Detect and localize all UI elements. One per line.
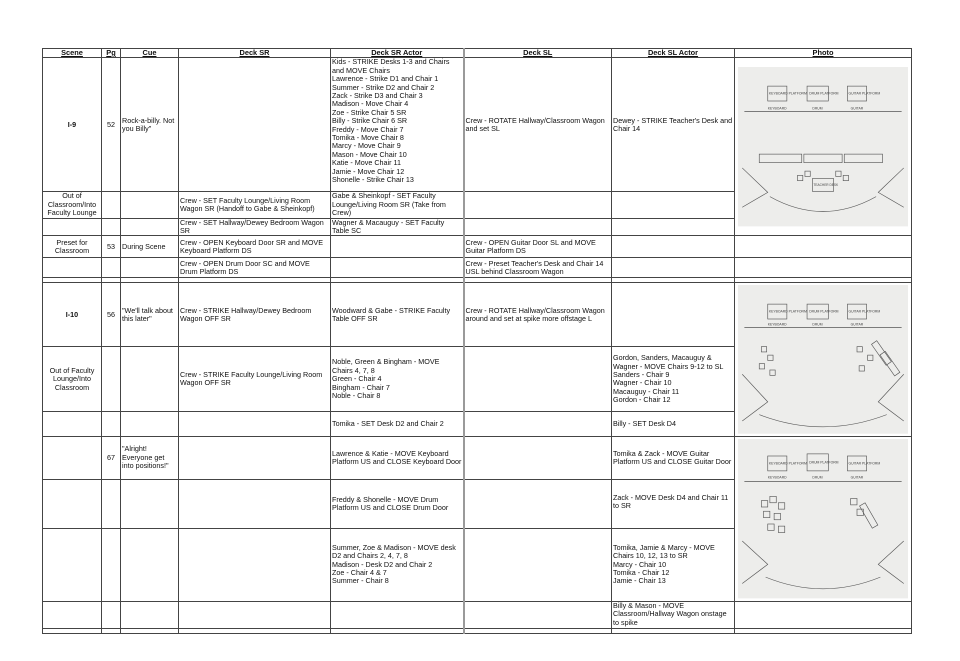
deck-sl-cell: Crew - ROTATE Hallway/Classroom Wagon around and set at spike more offstage L	[464, 283, 612, 347]
table-row	[43, 437, 912, 480]
header-deck-sr: Deck SR	[179, 49, 331, 58]
cue-cell	[121, 528, 179, 601]
sketch-label: TEACHER DESK	[813, 183, 839, 188]
sketch-label: GUITAR PLATFORM	[848, 461, 881, 466]
page-cell	[102, 479, 121, 528]
cue-cell	[121, 258, 179, 278]
table-row	[43, 236, 912, 258]
sketch-label: GUITAR	[850, 322, 864, 327]
deck-sl-cell	[464, 218, 612, 236]
spacer-row	[43, 628, 912, 633]
photo-cell	[735, 258, 912, 278]
photo-cell	[735, 283, 912, 437]
deck-sr-cell: Crew - OPEN Drum Door SC and MOVE Drum Platform DS	[179, 258, 331, 278]
scene-cell: Out of Classroom/Into Faculty Lounge	[43, 192, 102, 218]
deck-sr-actor-cell: Tomika - SET Desk D2 and Chair 2	[331, 412, 464, 437]
scene-cell	[43, 528, 102, 601]
sketch-label: DRUM PLATFORM	[809, 310, 839, 315]
sketch-label: KEYBOARD	[767, 475, 787, 480]
deck-sr-cell	[179, 479, 331, 528]
deck-sl-cell: Crew - OPEN Guitar Door SL and MOVE Guitar Platform DS	[464, 236, 612, 258]
deck-sl-cell	[464, 437, 612, 480]
deck-sr-cell	[179, 528, 331, 601]
deck-sl-actor-cell	[612, 192, 735, 218]
cue-cell: During Scene	[121, 236, 179, 258]
scene-cell	[43, 437, 102, 480]
header-deck-sr-actor: Deck SR Actor	[331, 49, 464, 58]
deck-sl-cell	[464, 479, 612, 528]
deck-sl-cell	[464, 601, 612, 628]
deck-sl-actor-cell	[612, 218, 735, 236]
header-cue: Cue	[121, 49, 179, 58]
deck-sl-cell	[464, 347, 612, 412]
page-cell	[102, 601, 121, 628]
deck-sr-cell: Crew - OPEN Keyboard Door SR and MOVE Keyboard Platform DS	[179, 236, 331, 258]
deck-sr-cell: Crew - SET Faculty Lounge/Living Room Wagon SR (Handoff to Gabe & Sheinkopf)	[179, 192, 331, 218]
deck-sl-actor-cell	[612, 236, 735, 258]
sketch-label: GUITAR PLATFORM	[848, 310, 881, 315]
deck-sl-actor-cell: Tomika, Jamie & Marcy - MOVE Chairs 10, 12, 13 to SR Marcy - Chair 10 Tomika - Chair 12 Jamie - Chair 13	[612, 528, 735, 601]
cue-cell	[121, 601, 179, 628]
sketch-label: KEYBOARD PLATFORM	[768, 91, 807, 96]
deck-sr-actor-cell: Gabe & Sheinkopf - SET Faculty Lounge/Living Room SR (Take from Crew)	[331, 192, 464, 218]
sketch-label: KEYBOARD	[767, 106, 787, 111]
page-cell	[102, 218, 121, 236]
deck-sl-actor-cell: Dewey - STRIKE Teacher's Desk and Chair 14	[612, 58, 735, 192]
deck-sr-actor-cell: Freddy & Shonelle - MOVE Drum Platform US and CLOSE Drum Door	[331, 479, 464, 528]
sketch-label: DRUM	[812, 106, 823, 111]
sketch-label: GUITAR PLATFORM	[848, 91, 881, 96]
sketch-label: DRUM PLATFORM	[809, 460, 839, 465]
scene-cell	[43, 412, 102, 437]
cue-cell	[121, 218, 179, 236]
header-scene: Scene	[43, 49, 102, 58]
stage-sketch-photo	[738, 285, 908, 434]
table-row	[43, 58, 912, 192]
scene-cell	[43, 218, 102, 236]
deck-sl-cell: Crew - Preset Teacher's Desk and Chair 14 USL behind Classroom Wagon	[464, 258, 612, 278]
deck-sr-cell: Crew - SET Hallway/Dewey Bedroom Wagon SR	[179, 218, 331, 236]
deck-sl-cell	[464, 528, 612, 601]
deck-sl-actor-cell: Zack - MOVE Desk D4 and Chair 11 to SR	[612, 479, 735, 528]
sketch-label: GUITAR	[850, 475, 864, 480]
page-cell: 52	[102, 58, 121, 192]
cue-cell	[121, 479, 179, 528]
deck-sl-actor-cell: Billy - SET Desk D4	[612, 412, 735, 437]
photo-paper	[738, 285, 908, 434]
deck-sr-cell: Crew - STRIKE Faculty Lounge/Living Room Wagon OFF SR	[179, 347, 331, 412]
deck-sl-cell	[464, 412, 612, 437]
scene-cell	[43, 601, 102, 628]
page-cell: 53	[102, 236, 121, 258]
header-deck-sl-actor: Deck SL Actor	[612, 49, 735, 58]
page-cell	[102, 258, 121, 278]
page-cell	[102, 192, 121, 218]
stage-sketch-photo	[738, 439, 908, 598]
deck-sr-actor-cell: Lawrence & Katie - MOVE Keyboard Platform US and CLOSE Keyboard Door	[331, 437, 464, 480]
deck-sr-actor-cell: Kids - STRIKE Desks 1-3 and Chairs and MOVE Chairs Lawrence - Strike D1 and Chair 1 Summer - Strike D2 and Chair 2 Zack - Strike D3 and Chair 3 Madison - Move Chair 4 Zoe - Strike Chair 5 SR Billy - Strike Chair 6 SR Freddy - Move Chair 7 Tomika - Move Chair 8 Marcy - Move Chair 9 Mason - Move Chair 10 Katie - Move Chair 11 Jamie - Move Chair 12 Shonelle - Strike Chair 13	[331, 58, 464, 192]
cue-cell: "We'll talk about this later"	[121, 283, 179, 347]
sketch-label: DRUM	[812, 322, 823, 327]
deck-sr-cell	[179, 412, 331, 437]
scene-cell	[43, 479, 102, 528]
cue-sheet	[42, 48, 911, 634]
deck-sr-actor-cell: Noble, Green & Bingham - MOVE Chairs 4, 7, 8 Green - Chair 4 Bingham - Chair 7 Noble - Chair 8	[331, 347, 464, 412]
scene-cell: I-9	[43, 58, 102, 192]
deck-sl-cell: Crew - ROTATE Hallway/Classroom Wagon and set SL	[464, 58, 612, 192]
scene-cell: I-10	[43, 283, 102, 347]
sketch-label: KEYBOARD PLATFORM	[768, 461, 807, 466]
deck-sr-actor-cell: Summer, Zoe & Madison - MOVE desk D2 and Chairs 2, 4, 7, 8 Madison - Desk D2 and Chair 2 Zoe - Chair 4 & 7 Summer - Chair 8	[331, 528, 464, 601]
deck-sl-actor-cell	[612, 258, 735, 278]
page-cell: 67	[102, 437, 121, 480]
scene-cell: Out of Faculty Lounge/Into Classroom	[43, 347, 102, 412]
cue-cell	[121, 347, 179, 412]
cue-cell: "Alright! Everyone get into positions!"	[121, 437, 179, 480]
header-row	[43, 49, 912, 58]
page-cell	[102, 347, 121, 412]
deck-sr-actor-cell	[331, 236, 464, 258]
scene-cell: Preset for Classroom	[43, 236, 102, 258]
cue-cell: Rock-a-billy. Not you Billy"	[121, 58, 179, 192]
scene-cell	[43, 258, 102, 278]
table-row	[43, 601, 912, 628]
deck-sr-actor-cell: Woodward & Gabe - STRIKE Faculty Table OFF SR	[331, 283, 464, 347]
cue-cell	[121, 412, 179, 437]
deck-sr-actor-cell: Wagner & Macauguy - SET Faculty Table SC	[331, 218, 464, 236]
deck-sr-cell: Crew - STRIKE Hallway/Dewey Bedroom Wagon OFF SR	[179, 283, 331, 347]
deck-sr-actor-cell	[331, 258, 464, 278]
deck-sl-actor-cell: Tomika & Zack - MOVE Guitar Platform US and CLOSE Guitar Door	[612, 437, 735, 480]
deck-sl-actor-cell: Gordon, Sanders, Macauguy & Wagner - MOVE Chairs 9-12 to SL Sanders - Chair 9 Wagner - Chair 10 Macauguy - Chair 11 Gordon - Chair 12	[612, 347, 735, 412]
deck-sr-cell	[179, 58, 331, 192]
cue-cell	[121, 192, 179, 218]
sketch-label: GUITAR	[850, 106, 864, 111]
header-pg: Pg	[102, 49, 121, 58]
page-cell: 56	[102, 283, 121, 347]
page-cell	[102, 528, 121, 601]
deck-sr-cell	[179, 437, 331, 480]
sketch-label: KEYBOARD PLATFORM	[768, 310, 807, 315]
page-cell	[102, 412, 121, 437]
sketch-label: KEYBOARD	[767, 322, 787, 327]
sketch-label: DRUM PLATFORM	[809, 91, 839, 96]
deck-sl-actor-cell: Billy & Mason - MOVE Classroom/Hallway Wagon onstage to spike	[612, 601, 735, 628]
photo-cell	[735, 236, 912, 258]
sketch-label: DRUM	[812, 475, 823, 480]
header-photo: Photo	[735, 49, 912, 58]
table-row	[43, 258, 912, 278]
shift-table	[42, 48, 912, 634]
deck-sr-cell	[179, 601, 331, 628]
deck-sl-cell	[464, 192, 612, 218]
deck-sl-actor-cell	[612, 283, 735, 347]
stage-sketch-photo	[738, 67, 908, 226]
table-row	[43, 283, 912, 347]
photo-cell	[735, 58, 912, 236]
photo-cell	[735, 601, 912, 628]
deck-sr-actor-cell	[331, 601, 464, 628]
header-deck-sl: Deck SL	[464, 49, 612, 58]
photo-cell	[735, 437, 912, 601]
